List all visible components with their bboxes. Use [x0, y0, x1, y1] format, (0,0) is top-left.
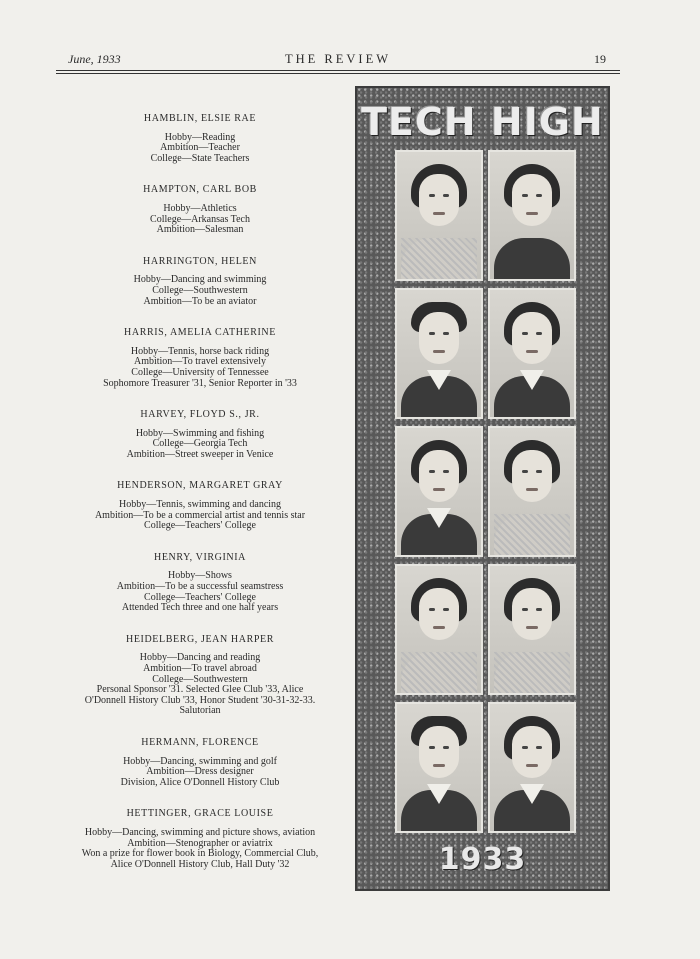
student-detail-line: Ambition—To travel extensively — [133, 356, 267, 368]
student-detail-line: Ambition—To be a successful seamstress — [116, 581, 284, 593]
senior-entry — [52, 328, 348, 389]
student-detail-line: Hobby—Shows — [168, 570, 232, 582]
senior-entry — [52, 114, 348, 164]
senior-portrait — [395, 288, 483, 419]
senior-portrait — [488, 426, 576, 557]
student-detail-line: Hobby—Athletics — [163, 202, 237, 214]
student-name: HARRINGTON, HELEN — [143, 255, 257, 267]
student-detail-line: Hobby—Dancing, swimming and picture shows, aviation — [84, 826, 316, 838]
senior-entry — [52, 257, 348, 307]
senior-entry — [52, 185, 348, 235]
senior-portrait — [395, 150, 483, 281]
student-detail-line: Hobby—Dancing, swimming and golf — [123, 755, 277, 767]
student-detail-line: College—Arkansas Tech — [150, 213, 250, 225]
student-name: HERMANN, FLORENCE — [141, 736, 259, 748]
student-name: HENDERSON, MARGARET GRAY — [117, 480, 283, 492]
senior-portrait — [488, 564, 576, 695]
senior-entry — [52, 635, 348, 717]
student-detail-line: Hobby—Swimming and fishing — [135, 427, 265, 439]
student-detail-line: Ambition—To be a commercial artist and tennis star — [94, 509, 306, 521]
student-detail-line: Hobby—Dancing and reading — [139, 652, 261, 664]
senior-entry — [52, 410, 348, 460]
student-detail-line: Hobby—Tennis, swimming and dancing — [118, 499, 282, 511]
student-name: HENRY, VIRGINIA — [154, 551, 246, 563]
student-detail-line: College—Southwestern — [152, 284, 248, 296]
student-detail-line: College—State Teachers — [150, 152, 250, 164]
collage-year: 1933 — [438, 842, 527, 877]
student-detail-line: Hobby—Reading — [164, 131, 236, 143]
student-detail-line: College—University of Tennessee — [131, 366, 269, 378]
student-detail-line: Sophomore Treasurer '31, Senior Reporter in '33 — [103, 377, 297, 389]
student-detail-line: Ambition—Stenographer or aviatrix — [127, 837, 273, 849]
senior-portrait — [395, 564, 483, 695]
collage-title: TECH HIGH — [361, 100, 604, 144]
issue-date: June, 1933 — [68, 52, 121, 66]
senior-portrait — [395, 426, 483, 557]
senior-entries-column — [52, 114, 348, 891]
senior-entry — [52, 738, 348, 788]
student-name: HARRIS, AMELIA CATHERINE — [124, 327, 276, 339]
student-detail-line: Ambition—Street sweeper in Venice — [126, 448, 274, 460]
student-name: HEIDELBERG, JEAN HARPER — [126, 633, 274, 645]
student-detail-line: Hobby—Tennis, horse back riding — [130, 345, 270, 357]
header-rule-bottom — [56, 73, 620, 74]
student-detail-line: Ambition—Teacher — [160, 142, 240, 154]
senior-entry — [52, 553, 348, 614]
student-detail-line: College—Teachers' College — [144, 591, 256, 603]
student-detail-line: Division, Alice O'Donnell History Club — [120, 776, 280, 788]
senior-portrait — [488, 702, 576, 833]
senior-portrait — [488, 288, 576, 419]
page-number: 19 — [594, 52, 606, 66]
photo-collage — [355, 86, 610, 891]
student-detail-line: Attended Tech three and one half years — [121, 602, 279, 614]
senior-entry — [52, 809, 348, 870]
student-detail-line: Ambition—To travel abroad — [143, 663, 257, 674]
student-detail-line: College—Southwestern — [152, 673, 248, 685]
student-detail-line: Alice O'Donnell History Club, Hall Duty '32 — [110, 858, 290, 870]
student-detail-line: Won a prize for flower book in Biology, Commercial Club, — [81, 848, 319, 860]
student-name: HAMPTON, CARL BOB — [143, 184, 257, 196]
student-detail-line: Ambition—Salesman — [156, 224, 244, 236]
student-detail-line: Salutorian — [179, 705, 221, 717]
senior-portrait — [395, 702, 483, 833]
page-header — [56, 52, 620, 70]
senior-portrait — [488, 150, 576, 281]
student-detail-line: Hobby—Dancing and swimming — [133, 274, 267, 286]
student-detail-line: Ambition—Dress designer — [146, 766, 254, 778]
student-detail-line: O'Donnell History Club '33, Honor Student '30-31-32-33. — [84, 694, 316, 706]
publication-title: THE REVIEW — [284, 52, 392, 66]
senior-entry — [52, 481, 348, 531]
student-detail-line: College—Georgia Tech — [152, 438, 248, 450]
student-detail-line: College—Teachers' College — [144, 520, 256, 532]
header-rule-top — [56, 70, 620, 71]
student-detail-line: Personal Sponsor '31. Selected Glee Club '33, Alice — [96, 684, 304, 696]
student-detail-line: Ambition—To be an aviator — [143, 295, 257, 307]
student-name: HAMBLIN, ELSIE RAE — [143, 113, 257, 124]
student-name: HETTINGER, GRACE LOUISE — [126, 808, 274, 820]
student-name: HARVEY, FLOYD S., JR. — [140, 409, 260, 421]
